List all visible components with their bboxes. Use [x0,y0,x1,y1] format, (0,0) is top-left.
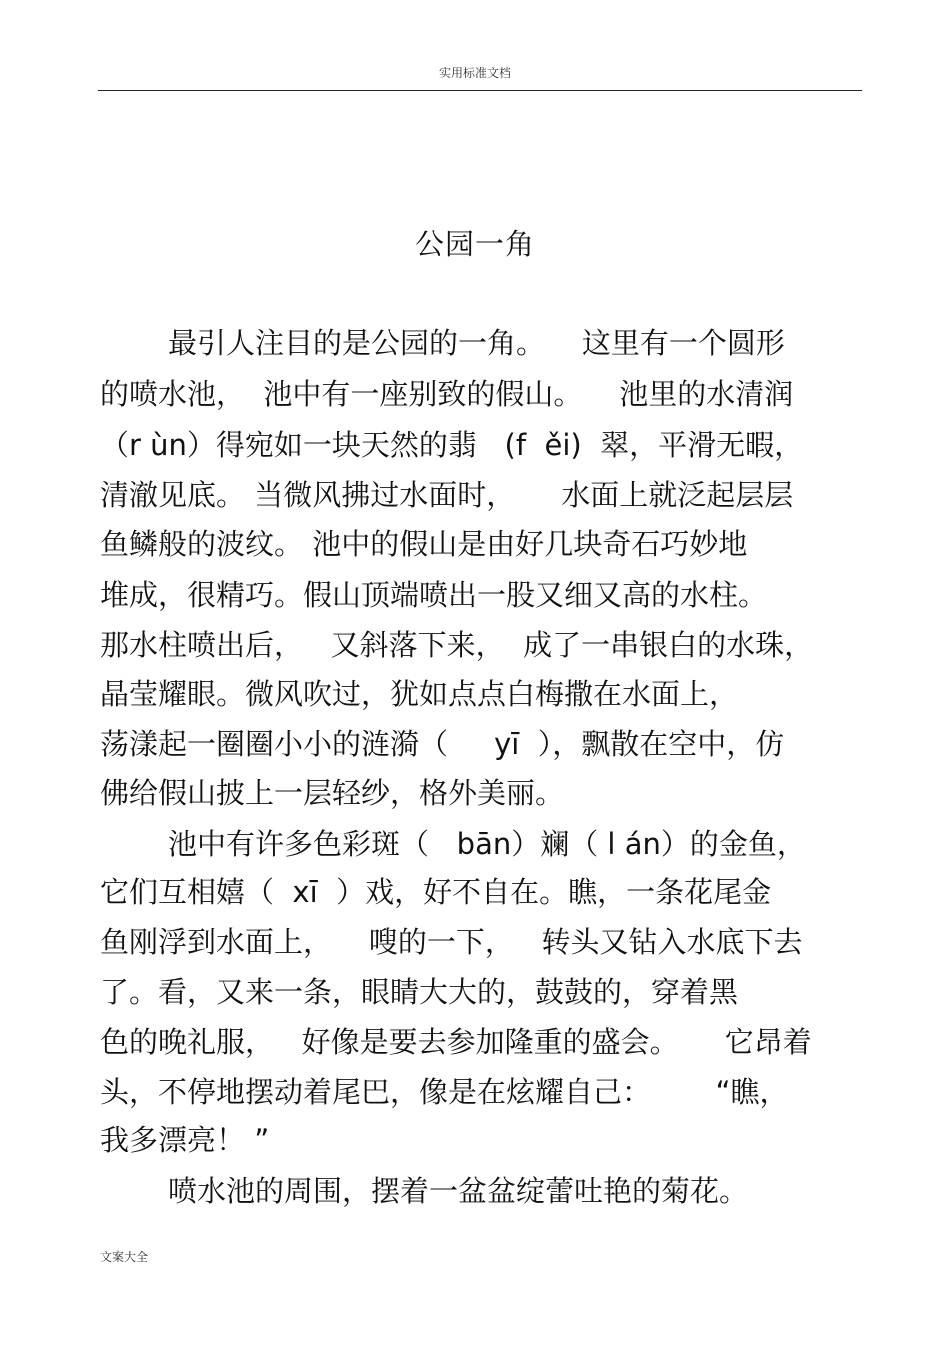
paragraph-3-line-1: 喷水池的周围，摆着一盆盆绽蕾吐艳的菊花。 [168,1174,749,1208]
document-title: 公园一角 [414,227,535,261]
paragraph-2-line-5: 色的晚礼服， 好像是要去参加隆重的盛会。 它昂着 [100,1025,812,1059]
paragraph-2-line-2: 它们互相嬉（ xī ）戏，好不自在。瞧，一条花尾金 [100,875,772,909]
paragraph-1-line-1: 最引人注目的是公园的一角。 这里有一个圆形 [168,326,785,360]
paragraph-1-line-7: 那水柱喷出后， 又斜落下来， 成了一串银白的水珠， [100,628,814,662]
paragraph-1-line-8: 晶莹耀眼。微风吹过，犹如点点白梅撒在水面上， [100,677,739,711]
paragraph-1-line-9: 荡漾起一圈圈小小的涟漪（ yī ），飘散在空中，仿 [100,727,785,761]
page-header: 实用标准文档 [438,66,511,80]
paragraph-1-line-10: 佛给假山披上一层轻纱，格外美丽。 [100,776,565,810]
paragraph-1-line-3: （r ùn）得宛如一块天然的翡 (f ěi) 翠，平滑无暇， [100,428,804,462]
header-divider [98,90,862,91]
page-footer: 文案大全 [100,1250,149,1264]
paragraph-1-line-6: 堆成，很精巧。假山顶端喷出一股又细又高的水柱。 [100,578,768,612]
paragraph-1-line-4: 清澈见底。 当微风拂过水面时， 水面上就泛起层层 [100,478,794,512]
paragraph-1-line-2: 的喷水池， 池中有一座别致的假山。 池里的水清润 [100,377,794,411]
paragraph-2-line-3: 鱼刚浮到水面上， 嗖的一下， 转头又钻入水底下去 [100,925,803,959]
paragraph-2-line-4: 了。看，又来一条，眼睛大大的，鼓鼓的，穿着黑 [100,975,739,1009]
paragraph-2-line-6: 头，不停地摆动着尾巴，像是在炫耀自己： “瞧， [100,1075,789,1109]
paragraph-1-line-5: 鱼鳞般的波纹。 池中的假山是由好几块奇石巧妙地 [100,527,748,561]
paragraph-2-line-7: 我多漂亮！ ” [100,1123,270,1157]
paragraph-2-line-1: 池中有许多色彩斑（ bān）斓（ l án）的金鱼， [168,827,806,861]
